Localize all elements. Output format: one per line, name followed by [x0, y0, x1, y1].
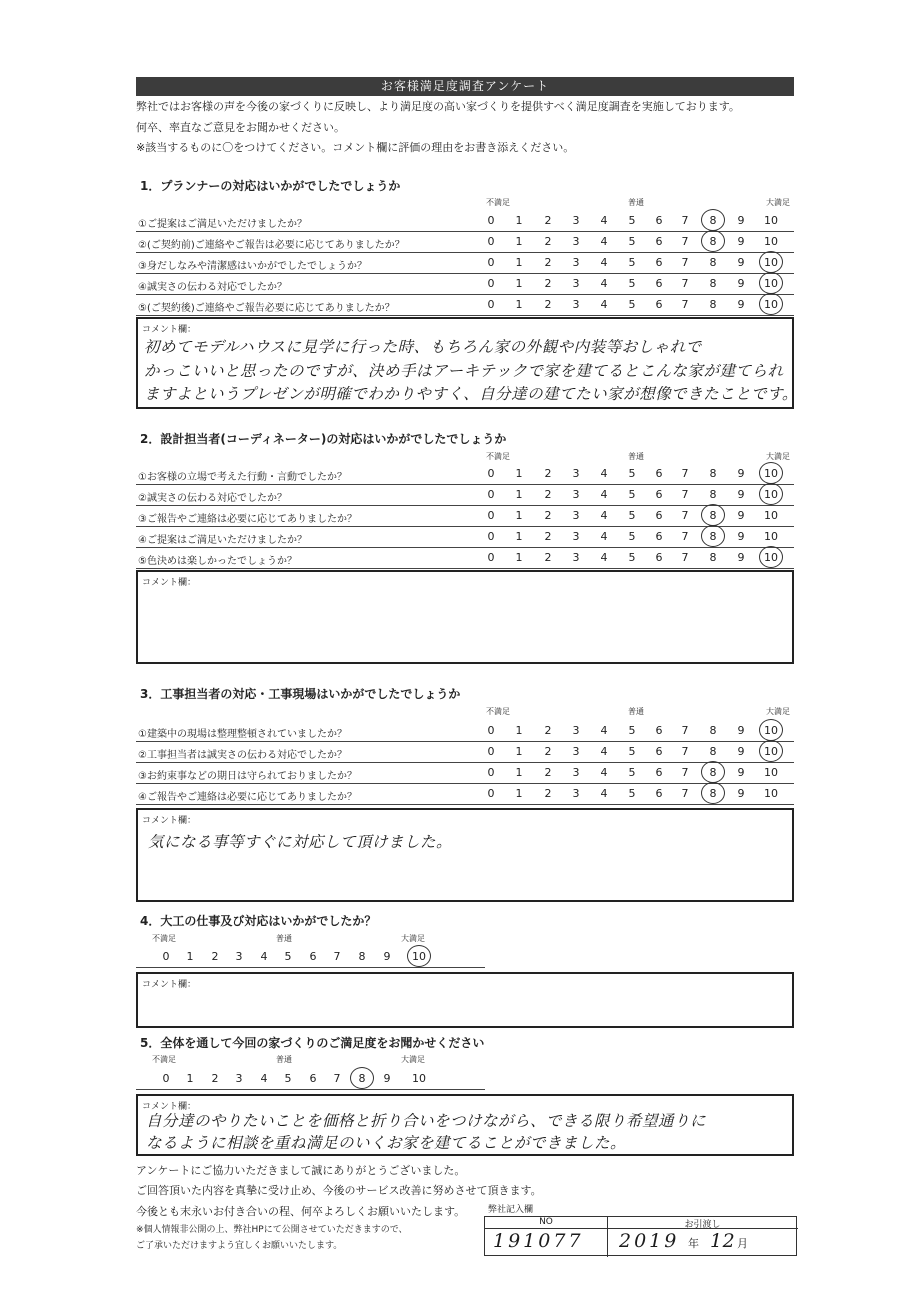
rating-option-10[interactable]: 10	[764, 724, 778, 737]
rating-option-8[interactable]: 8	[709, 787, 717, 800]
rating-option-4[interactable]: 4	[260, 1072, 268, 1085]
intro-line-3: ※該当するものに〇をつけてください。コメント欄に評価の理由をお書き添えください。	[136, 141, 575, 154]
rating-option-10[interactable]: 10	[764, 488, 778, 501]
rating-option-5[interactable]: 5	[628, 551, 636, 564]
selected-rating-circle	[350, 1067, 374, 1089]
selected-rating-circle	[759, 546, 783, 568]
rating-option-0[interactable]: 0	[487, 530, 495, 543]
rating-option-1[interactable]: 1	[515, 530, 523, 543]
no-label: NO	[539, 1217, 553, 1227]
rating-option-6[interactable]: 6	[655, 530, 663, 543]
rating-option-3[interactable]: 3	[235, 950, 243, 963]
rating-option-5[interactable]: 5	[628, 530, 636, 543]
rating-option-7[interactable]: 7	[681, 298, 689, 311]
question-row	[136, 232, 794, 253]
month-unit: 月	[737, 1237, 748, 1250]
rating-option-5[interactable]: 5	[628, 467, 636, 480]
rating-option-7[interactable]: 7	[333, 950, 341, 963]
rating-option-1[interactable]: 1	[515, 766, 523, 779]
section-3-title: 3．工事担当者の対応・工事現場はいかがでしたでしょうか	[140, 687, 461, 701]
handwritten-comment: かっこいいと思ったのですが、決め手はアーキテックで家を建てるとこんな家が建てられ	[144, 362, 784, 380]
rating-option-0[interactable]: 0	[487, 235, 495, 248]
section-5-scale	[136, 1069, 485, 1090]
selected-rating-circle	[407, 945, 431, 967]
rating-option-6[interactable]: 6	[655, 745, 663, 758]
rating-option-1[interactable]: 1	[515, 467, 523, 480]
rating-option-0[interactable]: 0	[487, 467, 495, 480]
selected-rating-circle	[759, 272, 783, 294]
handwritten-comment: ますよというプレゼンが明確でわかりやすく、自分達の建てたい家が想像できたことです。	[144, 385, 798, 403]
section-4-scale	[136, 947, 485, 968]
rating-option-9[interactable]: 9	[737, 277, 745, 290]
rating-option-8[interactable]: 8	[709, 745, 717, 758]
rating-option-4[interactable]: 4	[600, 488, 608, 501]
selected-rating-circle	[759, 740, 783, 762]
rating-option-6[interactable]: 6	[655, 509, 663, 522]
rating-option-8[interactable]: 8	[709, 467, 717, 480]
rating-option-0[interactable]: 0	[487, 787, 495, 800]
rating-option-1[interactable]: 1	[515, 787, 523, 800]
rating-option-7[interactable]: 7	[681, 277, 689, 290]
rating-option-0[interactable]: 0	[162, 1072, 170, 1085]
question-row	[136, 274, 794, 295]
rating-option-3[interactable]: 3	[235, 1072, 243, 1085]
rating-option-9[interactable]: 9	[737, 214, 745, 227]
section-2-comment-box[interactable]	[136, 570, 794, 664]
rating-option-7[interactable]: 7	[681, 235, 689, 248]
rating-option-10[interactable]: 10	[764, 509, 778, 522]
rating-option-1[interactable]: 1	[515, 724, 523, 737]
scale-high-label: 大満足	[766, 707, 790, 716]
rating-option-7[interactable]: 7	[681, 488, 689, 501]
question-label: ③ご報告やご連絡は必要に応じてありましたか？	[138, 514, 357, 525]
rating-option-4[interactable]: 4	[600, 256, 608, 269]
rating-option-9[interactable]: 9	[737, 766, 745, 779]
scale-mid-label: 普通	[276, 1055, 292, 1064]
question-label: ④ご提案はご満足いただけましたか？	[138, 535, 307, 546]
rating-option-3[interactable]: 3	[572, 745, 580, 758]
rating-option-6[interactable]: 6	[655, 766, 663, 779]
rating-option-8[interactable]: 8	[358, 950, 366, 963]
selected-rating-circle	[759, 462, 783, 484]
selected-rating-circle	[759, 251, 783, 273]
selected-rating-circle	[701, 761, 725, 783]
rating-option-5[interactable]: 5	[628, 787, 636, 800]
question-label: ②(ご契約前)ご連絡やご報告は必要に応じてありましたか？	[138, 240, 405, 251]
section-3-comment-box[interactable]	[136, 808, 794, 902]
rating-option-3[interactable]: 3	[572, 787, 580, 800]
rating-option-4[interactable]: 4	[600, 787, 608, 800]
selected-rating-circle	[759, 719, 783, 741]
scale-high-label: 大満足	[401, 934, 425, 943]
question-row	[136, 211, 794, 232]
rating-option-5[interactable]: 5	[628, 277, 636, 290]
question-row	[136, 253, 794, 274]
scale-mid-label: 普通	[628, 452, 644, 461]
rating-option-9[interactable]: 9	[737, 467, 745, 480]
rating-option-3[interactable]: 3	[572, 509, 580, 522]
rating-option-7[interactable]: 7	[681, 214, 689, 227]
rating-option-6[interactable]: 6	[655, 214, 663, 227]
rating-option-0[interactable]: 0	[487, 509, 495, 522]
rating-option-2[interactable]: 2	[544, 488, 552, 501]
section-1-comment-box[interactable]	[136, 317, 798, 409]
question-label: ③身だしなみや清潔感はいかがでしたでしょうか？	[138, 261, 367, 272]
rating-option-4[interactable]: 4	[600, 298, 608, 311]
handwritten-number: 191077	[493, 1230, 584, 1252]
question-row	[136, 506, 794, 527]
rating-option-9[interactable]: 9	[737, 745, 745, 758]
privacy-note-1: ※個人情報非公開の上、弊社HPにて公開させていただきますので、	[136, 1225, 408, 1235]
question-label: ①建築中の現場は整理整頓されていましたか？	[138, 729, 347, 740]
scale-low-label: 不満足	[486, 452, 510, 461]
rating-option-4[interactable]: 4	[600, 551, 608, 564]
rating-option-4[interactable]: 4	[600, 277, 608, 290]
comment-label: コメント欄：	[142, 325, 197, 335]
rating-option-6[interactable]: 6	[655, 724, 663, 737]
rating-option-7[interactable]: 7	[681, 551, 689, 564]
rating-option-9[interactable]: 9	[737, 298, 745, 311]
rating-option-8[interactable]: 8	[709, 235, 717, 248]
rating-option-1[interactable]: 1	[515, 745, 523, 758]
rating-option-6[interactable]: 6	[655, 551, 663, 564]
rating-option-1[interactable]: 1	[186, 1072, 194, 1085]
scale-low-label: 不満足	[486, 198, 510, 207]
handover-label: お引渡し	[684, 1220, 721, 1230]
rating-option-1[interactable]: 1	[515, 277, 523, 290]
handwritten-comment: なるように相談を重ね満足のいくお家を建てることができました。	[146, 1134, 627, 1152]
selected-rating-circle	[759, 293, 783, 315]
rating-option-2[interactable]: 2	[544, 530, 552, 543]
rating-option-6[interactable]: 6	[655, 277, 663, 290]
rating-option-0[interactable]: 0	[487, 277, 495, 290]
intro-line-1: 弊社ではお客様の声を今後の家づくりに反映し、より満足度の高い家づくりを提供すべく満足度調査を実施しております。	[136, 100, 740, 113]
rating-option-7[interactable]: 7	[681, 745, 689, 758]
rating-option-5[interactable]: 5	[628, 235, 636, 248]
rating-option-3[interactable]: 3	[572, 235, 580, 248]
section-4-title: 4．大工の仕事及び対応はいかがでしたか？	[140, 914, 377, 928]
rating-option-1[interactable]: 1	[515, 509, 523, 522]
rating-option-2[interactable]: 2	[211, 950, 219, 963]
rating-option-6[interactable]: 6	[655, 787, 663, 800]
question-label: ③お約束事などの期日は守られておりましたか？	[138, 771, 357, 782]
rating-option-10[interactable]: 10	[764, 235, 778, 248]
scale-low-label: 不満足	[152, 1055, 176, 1064]
rating-option-3[interactable]: 3	[572, 551, 580, 564]
question-label: ⑤(ご契約後)ご連絡やご報告必要に応じてありましたか？	[138, 303, 395, 314]
rating-option-9[interactable]: 9	[383, 950, 391, 963]
thanks-line-2: ご回答頂いた内容を真摯に受け止め、今後のサービス改善に努めさせて頂きます。	[136, 1184, 542, 1197]
rating-option-5[interactable]: 5	[628, 724, 636, 737]
rating-option-4[interactable]: 4	[600, 530, 608, 543]
rating-option-6[interactable]: 6	[309, 1072, 317, 1085]
question-row	[136, 295, 794, 316]
rating-option-7[interactable]: 7	[681, 467, 689, 480]
scale-low-label: 不満足	[486, 707, 510, 716]
rating-option-6[interactable]: 6	[655, 235, 663, 248]
selected-rating-circle	[759, 483, 783, 505]
question-label: ④ご報告やご連絡は必要に応じてありましたか？	[138, 792, 357, 803]
rating-option-9[interactable]: 9	[737, 256, 745, 269]
comment-label: コメント欄：	[142, 578, 197, 588]
rating-option-10[interactable]: 10	[764, 745, 778, 758]
rating-option-5[interactable]: 5	[628, 298, 636, 311]
survey-title: お客様満足度調査アンケート	[136, 77, 794, 96]
question-label: ②工事担当者は誠実さの伝わる対応でしたか？	[138, 750, 347, 761]
scale-high-label: 大満足	[766, 452, 790, 461]
rating-option-3[interactable]: 3	[572, 766, 580, 779]
rating-option-5[interactable]: 5	[628, 256, 636, 269]
rating-option-10[interactable]: 10	[764, 551, 778, 564]
rating-option-5[interactable]: 5	[628, 745, 636, 758]
question-row	[136, 742, 794, 763]
question-label: ②誠実さの伝わる対応でしたか？	[138, 493, 287, 504]
rating-option-2[interactable]: 2	[544, 509, 552, 522]
section-5-title: 5．全体を通して今回の家づくりのご満足度をお聞かせください	[140, 1036, 485, 1050]
scale-mid-label: 普通	[628, 707, 644, 716]
handwritten-comment: 自分達のやりたいことを価格と折り合いをつけながら、できる限り希望通りに	[146, 1112, 707, 1130]
rating-option-2[interactable]: 2	[544, 724, 552, 737]
rating-option-4[interactable]: 4	[600, 235, 608, 248]
rating-option-10[interactable]: 10	[764, 530, 778, 543]
rating-option-1[interactable]: 1	[515, 488, 523, 501]
selected-rating-circle	[701, 504, 725, 526]
rating-option-8[interactable]: 8	[358, 1072, 366, 1085]
rating-option-9[interactable]: 9	[737, 530, 745, 543]
rating-option-2[interactable]: 2	[544, 298, 552, 311]
rating-option-5[interactable]: 5	[628, 214, 636, 227]
selected-rating-circle	[701, 782, 725, 804]
intro-line-2: 何卒、率直なご意見をお聞かせください。	[136, 121, 345, 134]
scale-mid-label: 普通	[628, 198, 644, 207]
thanks-line-3: 今後とも末永いお付き合いの程、何卒よろしくお願いいたします。	[136, 1205, 466, 1218]
rating-option-5[interactable]: 5	[628, 509, 636, 522]
handwritten-month: 12	[710, 1230, 736, 1252]
rating-option-8[interactable]: 8	[709, 214, 717, 227]
rating-option-0[interactable]: 0	[487, 551, 495, 564]
rating-option-4[interactable]: 4	[600, 509, 608, 522]
thanks-line-1: アンケートにご協力いただきまして誠にありがとうございました。	[136, 1164, 466, 1177]
rating-option-9[interactable]: 9	[737, 724, 745, 737]
rating-option-3[interactable]: 3	[572, 488, 580, 501]
rating-option-4[interactable]: 4	[600, 467, 608, 480]
rating-option-0[interactable]: 0	[487, 766, 495, 779]
scale-low-label: 不満足	[152, 934, 176, 943]
rating-option-9[interactable]: 9	[737, 787, 745, 800]
privacy-note-2: ご了承いただけますよう宜しくお願いいたします。	[136, 1241, 343, 1251]
rating-option-8[interactable]: 8	[709, 488, 717, 501]
question-label: ①お客様の立場で考えた行動・言動でしたか？	[138, 472, 347, 483]
selected-rating-circle	[701, 525, 725, 547]
rating-option-10[interactable]: 10	[764, 766, 778, 779]
rating-option-3[interactable]: 3	[572, 277, 580, 290]
rating-option-10[interactable]: 10	[764, 787, 778, 800]
rating-option-5[interactable]: 5	[284, 950, 292, 963]
rating-option-1[interactable]: 1	[515, 551, 523, 564]
question-row	[136, 548, 794, 569]
handwritten-comment: 初めてモデルハウスに見学に行った時、もちろん家の外観や内装等おしゃれで	[144, 338, 702, 356]
rating-option-2[interactable]: 2	[544, 235, 552, 248]
rating-option-7[interactable]: 7	[681, 509, 689, 522]
rating-option-10[interactable]: 10	[764, 214, 778, 227]
rating-option-7[interactable]: 7	[681, 256, 689, 269]
rating-option-0[interactable]: 0	[487, 214, 495, 227]
section-5-comment-box[interactable]	[136, 1094, 794, 1156]
question-row	[136, 721, 794, 742]
rating-option-10[interactable]: 10	[412, 1072, 426, 1085]
rating-option-10[interactable]: 10	[764, 277, 778, 290]
rating-option-8[interactable]: 8	[709, 256, 717, 269]
rating-option-2[interactable]: 2	[544, 277, 552, 290]
rating-option-3[interactable]: 3	[572, 298, 580, 311]
rating-option-9[interactable]: 9	[737, 509, 745, 522]
section-2-title: 2．設計担当者(コーディネーター)の対応はいかがでしたでしょうか	[140, 432, 507, 446]
rating-option-5[interactable]: 5	[628, 766, 636, 779]
scale-high-label: 大満足	[766, 198, 790, 207]
rating-option-9[interactable]: 9	[737, 235, 745, 248]
comment-label: コメント欄：	[142, 816, 197, 826]
rating-option-8[interactable]: 8	[709, 277, 717, 290]
section-1-title: 1．プランナーの対応はいかがでしたでしょうか	[140, 179, 401, 193]
rating-option-9[interactable]: 9	[737, 488, 745, 501]
rating-option-8[interactable]: 8	[709, 551, 717, 564]
rating-option-1[interactable]: 1	[515, 214, 523, 227]
rating-option-4[interactable]: 4	[600, 766, 608, 779]
rating-option-2[interactable]: 2	[544, 766, 552, 779]
rating-option-6[interactable]: 6	[655, 467, 663, 480]
rating-option-10[interactable]: 10	[764, 256, 778, 269]
scale-mid-label: 普通	[276, 934, 292, 943]
rating-option-4[interactable]: 4	[260, 950, 268, 963]
rating-option-1[interactable]: 1	[515, 235, 523, 248]
rating-option-7[interactable]: 7	[681, 766, 689, 779]
question-label: ①ご提案はご満足いただけましたか？	[138, 219, 307, 230]
rating-option-8[interactable]: 8	[709, 766, 717, 779]
rating-option-3[interactable]: 3	[572, 214, 580, 227]
rating-option-0[interactable]: 0	[487, 488, 495, 501]
rating-option-3[interactable]: 3	[572, 256, 580, 269]
rating-option-7[interactable]: 7	[681, 530, 689, 543]
rating-option-5[interactable]: 5	[628, 488, 636, 501]
rating-option-0[interactable]: 0	[487, 724, 495, 737]
year-unit: 年	[688, 1237, 699, 1250]
rating-option-3[interactable]: 3	[572, 467, 580, 480]
rating-option-2[interactable]: 2	[544, 256, 552, 269]
rating-option-5[interactable]: 5	[284, 1072, 292, 1085]
rating-option-7[interactable]: 7	[681, 787, 689, 800]
rating-option-2[interactable]: 2	[544, 467, 552, 480]
rating-option-9[interactable]: 9	[383, 1072, 391, 1085]
rating-option-8[interactable]: 8	[709, 530, 717, 543]
rating-option-4[interactable]: 4	[600, 724, 608, 737]
office-use-heading: 弊社記入欄	[488, 1205, 534, 1215]
rating-option-0[interactable]: 0	[487, 745, 495, 758]
rating-option-2[interactable]: 2	[544, 745, 552, 758]
comment-label: コメント欄：	[142, 1102, 197, 1112]
rating-option-10[interactable]: 10	[764, 298, 778, 311]
rating-option-8[interactable]: 8	[709, 509, 717, 522]
question-row	[136, 763, 794, 784]
question-label: ⑤色決めは楽しかったでしょうか？	[138, 556, 297, 567]
question-row	[136, 464, 794, 485]
question-label: ④誠実さの伝わる対応でしたか？	[138, 282, 287, 293]
rating-option-10[interactable]: 10	[764, 467, 778, 480]
rating-option-1[interactable]: 1	[186, 950, 194, 963]
scale-high-label: 大満足	[401, 1055, 425, 1064]
rating-option-7[interactable]: 7	[681, 724, 689, 737]
rating-option-2[interactable]: 2	[544, 214, 552, 227]
rating-option-4[interactable]: 4	[600, 214, 608, 227]
question-row	[136, 527, 794, 548]
selected-rating-circle	[701, 209, 725, 231]
rating-option-9[interactable]: 9	[737, 551, 745, 564]
rating-option-1[interactable]: 1	[515, 298, 523, 311]
rating-option-6[interactable]: 6	[309, 950, 317, 963]
rating-option-6[interactable]: 6	[655, 298, 663, 311]
section-4-comment-box[interactable]	[136, 972, 794, 1028]
selected-rating-circle	[701, 230, 725, 252]
rating-option-3[interactable]: 3	[572, 530, 580, 543]
question-row	[136, 485, 794, 506]
rating-option-0[interactable]: 0	[487, 256, 495, 269]
rating-option-7[interactable]: 7	[333, 1072, 341, 1085]
rating-option-8[interactable]: 8	[709, 724, 717, 737]
rating-option-6[interactable]: 6	[655, 488, 663, 501]
rating-option-0[interactable]: 0	[162, 950, 170, 963]
handwritten-comment: 気になる事等すぐに対応して頂けました。	[148, 833, 453, 851]
rating-option-8[interactable]: 8	[709, 298, 717, 311]
handwritten-year: 2019	[619, 1230, 680, 1252]
rating-option-2[interactable]: 2	[544, 551, 552, 564]
rating-option-10[interactable]: 10	[412, 950, 426, 963]
rating-option-2[interactable]: 2	[211, 1072, 219, 1085]
rating-option-0[interactable]: 0	[487, 298, 495, 311]
rating-option-1[interactable]: 1	[515, 256, 523, 269]
rating-option-6[interactable]: 6	[655, 256, 663, 269]
rating-option-3[interactable]: 3	[572, 724, 580, 737]
comment-label: コメント欄：	[142, 980, 197, 990]
rating-option-2[interactable]: 2	[544, 787, 552, 800]
rating-option-4[interactable]: 4	[600, 745, 608, 758]
office-use-box	[484, 1216, 797, 1256]
question-row	[136, 784, 794, 805]
